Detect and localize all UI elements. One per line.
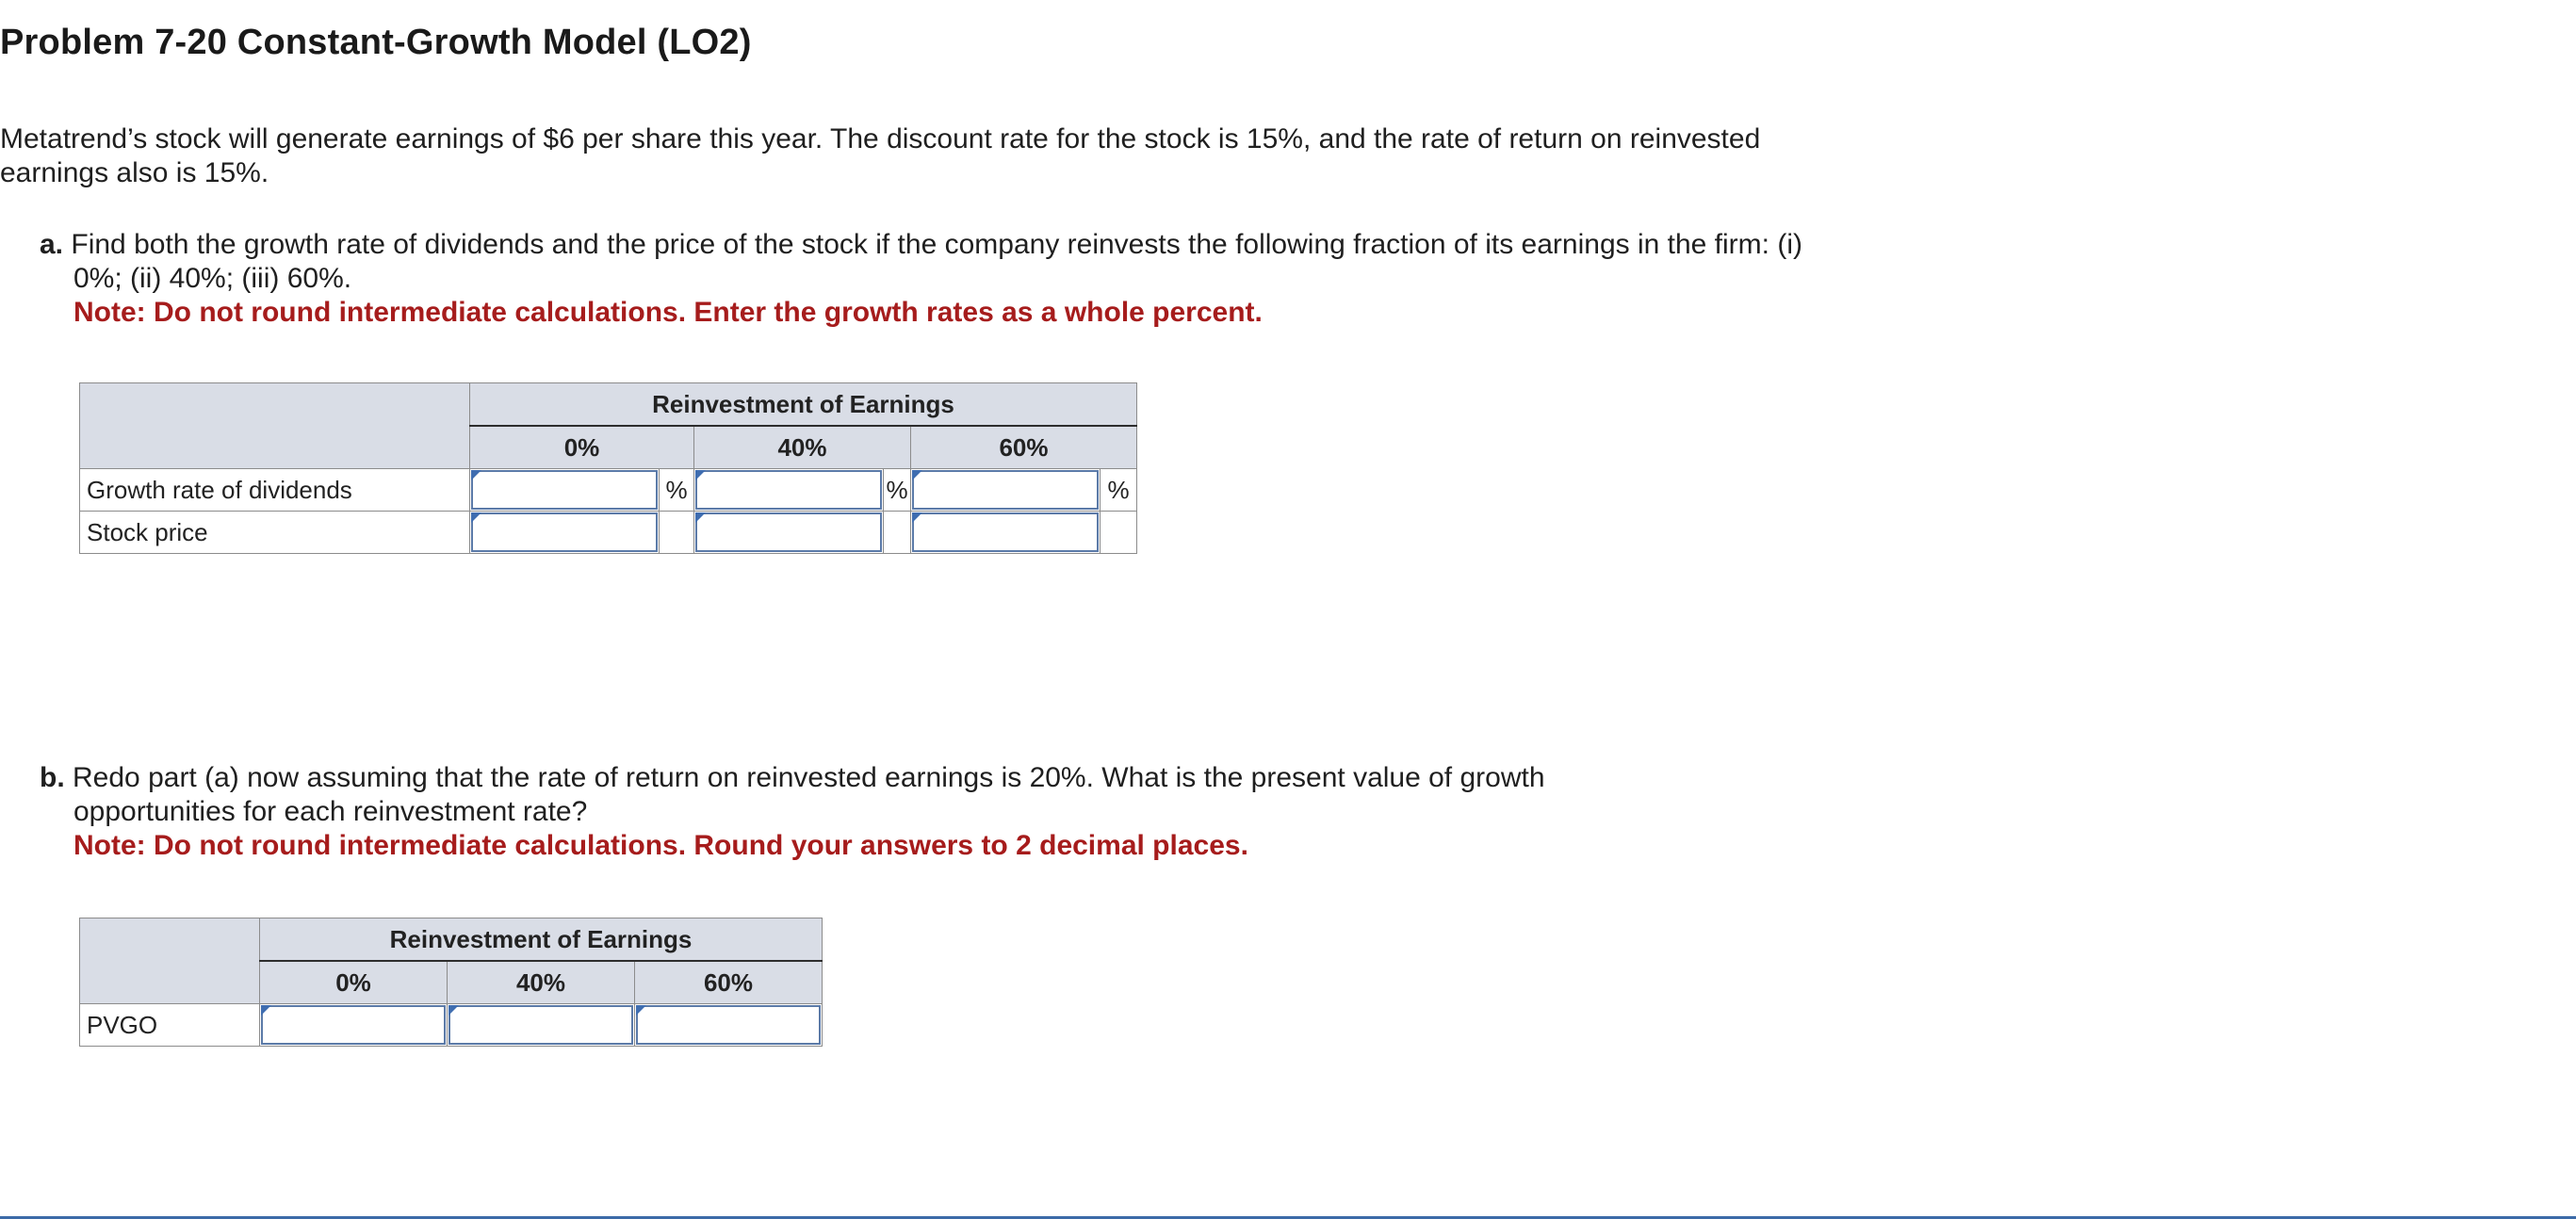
- part-b-note: Note: Do not round intermediate calculations. Round your answers to 2 decimal places.: [73, 830, 1248, 861]
- table-a-col-0: 0%: [470, 426, 694, 469]
- table-part-a: [79, 382, 1137, 554]
- stock-price-0-input[interactable]: [470, 512, 660, 554]
- empty-unit-cell: [660, 512, 694, 554]
- percent-unit: %: [884, 469, 911, 512]
- pvgo-40-input[interactable]: [448, 1004, 635, 1047]
- part-b-label: b.: [40, 762, 65, 793]
- part-b-text: Redo part (a) now assuming that the rate of return on reinvested earnings is 20%. What is the present value of growth opportunities for each reinvestment rate?: [73, 762, 1545, 827]
- empty-unit-cell: [884, 512, 911, 554]
- table-a-corner: [80, 383, 470, 469]
- problem-intro: Metatrend’s stock will generate earnings of $6 per share this year. The discount rate for the stock is 15%, and the rate of return on reinvested earnings also is 15%.: [0, 123, 1761, 188]
- growth-rate-60-input[interactable]: [911, 469, 1101, 512]
- part-a-text: Find both the growth rate of dividends and the price of the stock if the company reinvests the following fraction of its earnings in the firm: (i) 0%; (ii) 40%; (iii) 60%.: [71, 229, 1802, 294]
- growth-rate-40-input[interactable]: [694, 469, 884, 512]
- table-b-corner: [80, 918, 260, 1004]
- pvgo-0-input[interactable]: [260, 1004, 448, 1047]
- row-label-growth-rate: Growth rate of dividends: [80, 469, 470, 512]
- table-part-b: [79, 918, 823, 1047]
- part-a-note: Note: Do not round intermediate calculations. Enter the growth rates as a whole percent.: [73, 297, 1263, 328]
- part-a-label: a.: [40, 229, 64, 260]
- row-label-pvgo: PVGO: [80, 1004, 260, 1047]
- table-b-col-60: 60%: [635, 961, 823, 1004]
- part-a: [40, 228, 1811, 330]
- table-b-col-40: 40%: [448, 961, 635, 1004]
- table-a-col-60: 60%: [911, 426, 1137, 469]
- stock-price-40-input[interactable]: [694, 512, 884, 554]
- part-b: [40, 761, 1698, 863]
- problem-title: Problem 7-20 Constant-Growth Model (LO2): [0, 23, 752, 62]
- table-row: [80, 1004, 823, 1047]
- growth-rate-0-input[interactable]: [470, 469, 660, 512]
- table-b-col-0: 0%: [260, 961, 448, 1004]
- table-b-group-header: Reinvestment of Earnings: [260, 918, 823, 962]
- pvgo-60-input[interactable]: [635, 1004, 823, 1047]
- table-a-group-header: Reinvestment of Earnings: [470, 383, 1137, 427]
- empty-unit-cell: [1101, 512, 1137, 554]
- stock-price-60-input[interactable]: [911, 512, 1101, 554]
- table-row: [80, 512, 1137, 554]
- percent-unit: %: [660, 469, 694, 512]
- row-label-stock-price: Stock price: [80, 512, 470, 554]
- percent-unit: %: [1101, 469, 1137, 512]
- table-a-col-40: 40%: [694, 426, 911, 469]
- table-row: [80, 469, 1137, 512]
